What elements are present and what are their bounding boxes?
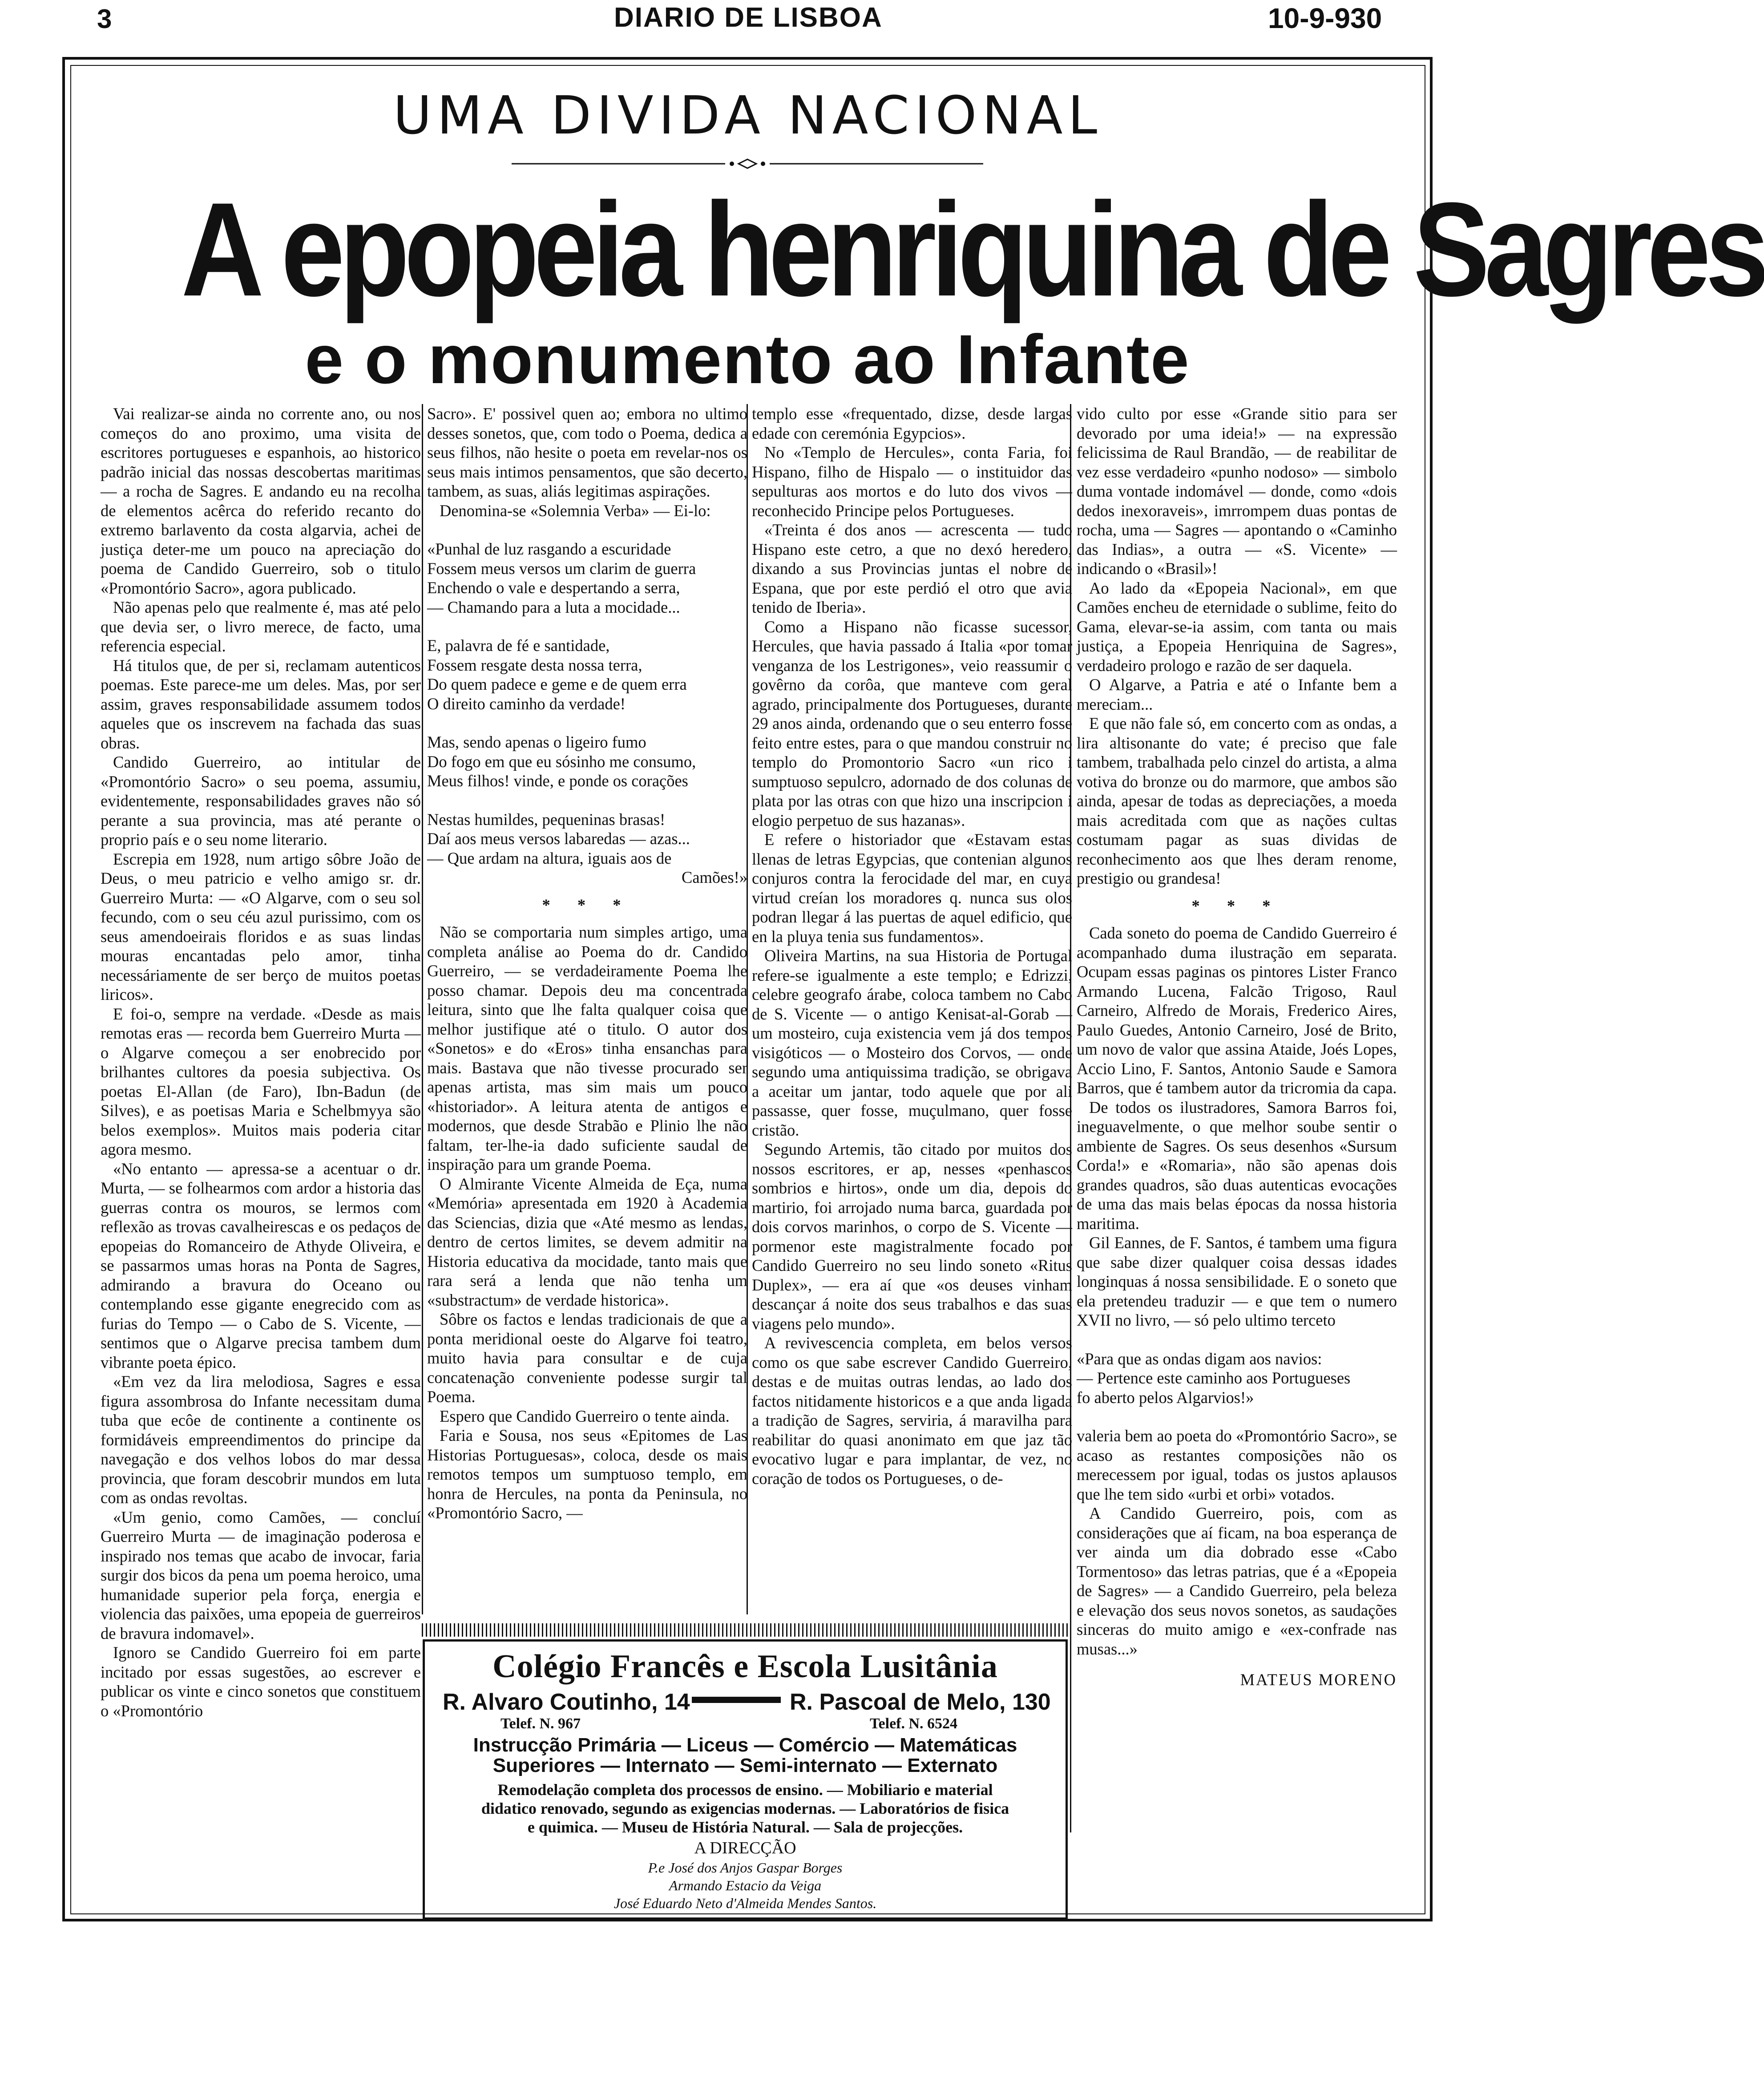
paragraph: Gil Eannes, de F. Santos, é tambem uma figura que sabe dizer qualquer coisa dessas idades longinquas á nossa sensibilidade. E o soneto que ela pretendeu traduzir — e que tem o numero XVII no livro, — só pelo ultimo terceto [1077,1234,1397,1329]
article-column-1 [101,404,421,1832]
poem-line: Daí aos meus versos labaredas — azas... [427,829,690,848]
paragraph: O Algarve, a Patria e até o Infante bem a mereciam... [1077,675,1397,713]
poem-line: fo aberto pelos Algarvios!» [1077,1388,1254,1407]
paragraph: Não apenas pelo que realmente é, mas até pelo que devia ser, o livro merece, de facto, uma referencia especial. [101,598,421,655]
ad-divider-bar [692,1697,781,1703]
advertisement-border-hatch [422,1623,1070,1637]
paragraph: Sôbre os factos e lendas tradicionais de que a ponta meridional oeste do Algarve foi teatro, muito havia para consultar e de cuja concatenação conveniente podesse surgir tal Poema. [427,1310,747,1406]
ad-title: Colégio Francês e Escola Lusitânia [492,1648,998,1685]
column-rule [422,404,423,1614]
poem-line: Fossem meus versos um clarim de guerra [427,559,696,578]
advertisement-box [423,1639,1068,1920]
ornament-divider-icon [503,158,992,169]
poem-line: Enchendo o vale e despertando a serra, [427,578,680,597]
paragraph: Segundo Artemis, tão citado por muitos dos nossos escritores, er ap, nesses «penhascos sombrios e hirtos», onde um dia, depois do martirio, foi arrojado numa barca, guardada por dois corvos marinhos, o corpo de S. Vicente — pormenor este magistralmente focado por Candido Guerreiro no seu lindo soneto «Ritus Duplex», — era aí que «os deuses vinham descançar á noite dos seus trabalhos e das suas viagens pelo mundo». [752,1140,1072,1333]
paragraph: «Em vez da lira melodiosa, Sagres e essa figura assombrosa do Infante necessitam duma tuba que ecôe de continente a continente os formidáveis empreendimentos do principe da navegação e dos velhos lobos do mar dessa provincia, que foram descobrir mundos em luta com as ondas revoltas. [101,1372,421,1507]
paragraph: Ignoro se Candido Guerreiro foi em parte incitado por essas sugestões, ao escrever e publicar os vinte e cinco sonetos que constituem o «Promontório [101,1643,421,1720]
ad-director-name: José Eduardo Neto d'Almeida Mendes Santos. [614,1895,877,1911]
paragraph: Oliveira Martins, na sua Historia de Portugal refere-se igualmente a este templo; e Edrizzi, celebre geografo árabe, coloca tambem no Cabo de S. Vicente — o antigo Kenisat-al-Gorab — um mosteiro, cuja existencia vem já dos tempos visigóticos — o Mosteiro dos Corvos, — onde segundo uma antiquissima tradição, se obrigava a aceitar um jantar, todo aquele que por ali passasse, quer fosse, muçulmano, quer fosse cristão. [752,946,1072,1139]
poem-line: Fossem resgate desta nossa terra, [427,655,642,674]
masthead [0,0,1502,40]
section-break: * * * [1191,896,1282,915]
paragraph: Não se comportaria num simples artigo, uma completa análise ao Poema do dr. Candido Guerreiro, — se verdadeiramente Poema lhe posso chamar. Depois deu ma concentrada leitura, sinto que lhe falta qualquer coisa que melhor justifique até o titulo. O autor dos «Sonetos» e do «Eros» tinha ensanchas para mais. Bastava que não tivesse procurado ser apenas artista, mas sim mais um pouco «historiador». A leitura atenta de antigos e modernos, que desde Strabão e Plinio lhe não faltam, ter-lhe-ia dado suficiente saudal de inspiração para um grande Poema. [427,923,747,1173]
ad-description-line-2: didatico renovado, segundo as exigencias modernas. — Laboratórios de fisica [481,1800,1009,1817]
ad-direction-label: A DIRECÇÃO [694,1839,796,1857]
paragraph: Faria e Sousa, nos seus «Epitomes de Las Historias Portuguesas», coloca, desde os mais remotos tempos um sumptuoso templo, em honra de Hercules, na ponta da Peninsula, no «Promontório Sacro, — [427,1426,747,1522]
paragraph: vido culto por esse «Grande sitio para ser devorado por uma ideia!» — na expressão felicissima de Raul Brandão, — de reabilitar de vez esse verdadeiro «punho nodoso» — simbolo duma vontade indomável — donde, como «dois dedos inexoraveis», imrrompem duas pontas de rocha, uma — Sagres — apontando o «Caminho das Indias», a outra — «S. Vicente» — indicando o «Brasil»! [1077,404,1397,578]
poem-line: «Punhal de luz rasgando a escuridade [427,540,671,558]
paragraph: O Almirante Vicente Almeida de Eça, numa «Memória» apresentada em 1920 à Academia das Sciencias, dizia que «Até mesmo as lendas, dentro de certos limites, se devem admitir na Historia educativa da mocidade, tanto mais que rara será a lenda que não tenha um «substractum» de verdade historica». [427,1174,747,1309]
paragraph: Denomina-se «Solemnia Verba» — Ei-lo: [440,501,711,520]
ad-phone-right: Telef. N. 6524 [870,1715,958,1732]
paragraph: Escrepia em 1928, num artigo sôbre João de Deus, o meu patricio e velho amigo sr. dr. Guerreiro Murta: — «O Algarve, com o seu sol fecundo, com o seu céu azul purissimo, com os seus amendoeirais floridos e as suas lindas mouras encantadas pelo amor, tinha necessáriamente de ser berço de muitos poetas liricos». [101,849,421,1003]
ad-description-line-3: e quimica. — Museu de História Natural. — Sala de projecções. [527,1818,963,1836]
paragraph: templo esse «frequentado, dizse, desde largas edade con ceremónia Egypcios». [752,404,1072,442]
paragraph: Espero que Candido Guerreiro o tente ainda. [440,1407,730,1425]
section-break: * * * [542,895,633,914]
paragraph: No «Templo de Hercules», conta Faria, foi Hispano, filho de Hispalo — o instituidor das sepulturas aos mortos e do luto dos vivos — reconhecido Principe pelos Portugueses. [752,443,1072,520]
poem-line: Camões!» [682,868,747,886]
ad-courses-line-1: Instrucção Primária — Liceus — Comércio — Matemáticas [473,1734,1017,1756]
paragraph: Há titulos que, de per si, reclamam autenticos poemas. Este parece-me um deles. Mas, por ser assim, graves responsabilidade assumem todos aqueles que os inscrevem na fachada das suas obras. [101,656,421,752]
poem-line: O direito caminho da verdade! [427,694,626,713]
paragraph: A revivescencia completa, em belos versos como os que sabe escrever Candido Guerreiro, destas e de muitas outras lendas, ao lado dos factos nitidamente historicos e a que anda ligada a tradição de Sagres, serviria, á maravilha para reabilitar do quasi anonimato em que jaz tão evocativo lugar e para implantar, de vez, no coração de todos os Portugueses, o de- [752,1334,1072,1488]
article-column-4 [1077,404,1397,1832]
paragraph: «Treinta é dos anos — acrescenta — tudo Hispano este cetro, a que no dexó heredero, dixando a sus Provincias juntas el nobre de Espana, que por este perdió el otro que avia tenido de Iberia». [752,521,1072,616]
poem-line: Meus filhos! vinde, e ponde os corações [427,772,688,790]
poem-line: Do fogo em que eu sósinho me consumo, [427,752,696,771]
paragraph: Candido Guerreiro, ao intitular de «Promontório Sacro» o seu poema, assumiu, evidentemente, responsabilidades graves não só perante a sua provincia, mas até perante o proprio país e o seu nome literario. [101,753,421,849]
poem-line: — Chamando para a luta a mocidade... [427,598,680,616]
poem-line: E, palavra de fé e santidade, [427,636,610,655]
paragraph: A Candido Guerreiro, pois, com as considerações que aí ficam, na boa esperança de ver ainda um dia dobrado esse «Cabo Tormentoso» das letras patrias, que é a «Epopeia de Sagres» — a Candido Guerreiro, pela beleza e elevação dos seus novos sonetos, as saudações sinceras do muito amigo e «ex-confrade nas musas...» [1077,1504,1397,1658]
paragraph: «No entanto — apressa-se a acentuar o dr. Murta, — se folhearmos com ardor a historia das guerras contra os mouros, se lermos com reflexão as trovas cavalheirescas e os pedaços de epopeias do Romanceiro de Athyde Oliveira, e se passarmos umas horas na Ponta de Sagres, admirando a bravura do Oceano ou contemplando esse gigante enegrecido com as furias do Tempo — o Cabo de S. Vicente, — sentimos que o Algarve precisa tambem dum vibrante poeta épico. [101,1159,421,1371]
ad-courses-line-2: Superiores — Internato — Semi-internato — Externato [492,1755,998,1776]
paragraph: Como a Hispano não ficasse sucessor, Hercules, que havia passado á Italia «por tomar venganza de los Lestrigones», veio reassumir o govêrno da corôa, que manteve com geral agrado, principalmente dos Portugueses, durante 29 anos ainda, ordenando que o seu enterro fosse feito entre estes, para o que mandou construir no templo do Promontorio Sacro «un rico i sumptuoso sepulcro, adornado de dos colunas de plata por las otras con que hizo una inscripcion i elogio perpetuo de sus hazanas». [752,617,1072,829]
paragraph: valeria bem ao poeta do «Promontório Sacro», se acaso as restantes composições não os merecessem por igual, todas os justos aplausos que lhe tem sido «urbi et orbi» votados. [1077,1427,1397,1503]
paragraph: De todos os ilustradores, Samora Barros foi, ineguavelmente, o que melhor soube sentir o ambiente de Sagres. Os seus desenhos «Sursum Corda!» e «Romaria», não são apenas dois grandes quadros, são duas autenticas evocações de uma das mais belas épocas da nossa historia maritima. [1077,1098,1397,1233]
paragraph: E que não fale só, em concerto com as ondas, a lira altisonante do vate; é preciso que fale tambem, trabalhada pelo cinzel do artista, a alma votiva do bronze ou do marmore, que ambos são ainda, apesar de todas as depreciações, a moeda mais acreditada com que as nações cultas costumam pagar as suas dividas de reconhecimento aos que lhes deram renome, prestigio ou grandesa! [1077,714,1397,887]
paragraph: «Um genio, como Camões, — concluí Guerreiro Murta — de imaginação poderosa e inspirado nos temas que acabo de invocar, faria surgir dos bicos da pena um poema heroico, uma humanidade superior pela força, energia e violencia das paixões, uma epopeia de guerreiros de bravura indomavel». [101,1508,421,1642]
author-signature: MATEUS MORENO [1240,1670,1397,1689]
poem-line: Nestas humildes, pequeninas brasas! [427,810,666,829]
poem-line: — Que ardam na altura, iguais aos de [427,849,672,867]
paragraph: Cada soneto do poema de Candido Guerreiro é acompanhado duma ilustração em separata. Ocupam essas paginas os pintores Lister Franco Armando Lucena, Falcão Trigoso, Raul Carneiro, Alfredo de Morais, Frederico Aires, Paulo Guedes, Antonio Carneiro, José de Brito, um novo de valor que assina Ataide, Joés Lopes, Accio Lino, F. Santos, Antonio Saude e Samora Barros, que é tambem autor da tricromia da capa. [1077,924,1397,1097]
ad-description-line-1: Remodelação completa dos processos de ensino. — Mobiliario e material [497,1781,993,1799]
poem-line: «Para que as ondas digam aos navios: [1077,1349,1322,1368]
article-kicker: UMA DIVIDA NACIONAL [393,85,1103,146]
newspaper-name: DIARIO DE LISBOA [614,2,883,33]
page-number: 3 [97,4,112,34]
issue-date: 10-9-930 [1268,2,1382,34]
ad-address-left: R. Alvaro Coutinho, 14 [443,1689,690,1715]
article-column-2 [427,404,747,1614]
paragraph: Ao lado da «Epopeia Nacional», em que Camões encheu de eternidade o sublime, feito do Gama, elevar-se-ia assim, com tanta ou mais justiça, a Epopeia Henriquina de Sagres», verdadeiro prologo e razão de ser daquela. [1077,578,1397,675]
ad-address-right: R. Pascoal de Melo, 130 [790,1689,1051,1715]
ad-phone-left: Telef. N. 967 [501,1715,581,1732]
paragraph: Vai realizar-se ainda no corrente ano, ou nos começos do ano proximo, uma visita de escritores portugueses e espanhois, ao historico padrão inicial das nossas descobertas maritimas — a rocha de Sagres. E andando eu na recolha de elementos acêrca do referido recanto do extremo barlavento da costa algarvia, achei de justiça deter-me um pouco na apreciação do poema de Candido Guerreiro, sob o titulo «Promontório Sacro», agora publicado. [101,404,421,597]
article-subheadline: e o monumento ao Infante [305,321,1190,398]
paragraph: E refere o historiador que «Estavam estas llenas de letras Egypcias, que contenian algunos conjuros contra la ferocidade del mar, en cuya virtud creían los moradores q. nunca sus olos podran llegar á las puertas de aquel edificio, que en la pluya tenia sus fundamentos». [752,830,1072,946]
paragraph: Sacro». E' possivel quen ao; embora no ultimo desses sonetos, que, com todo o Poema, dedica a seus filhos, não hesite o poeta em revelar-nos os seus mais intimos pensamentos, que são decerto, tambem, as suas, aliás legitimas aspirações. [427,404,747,500]
poem-line: Mas, sendo apenas o ligeiro fumo [427,733,646,751]
article-column-3 [752,404,1072,1614]
poem-line: — Pertence este caminho aos Portugueses [1077,1369,1351,1387]
article-headline: A epopeia henriquina de Sagres [181,174,1764,324]
ad-director-name: P.e José dos Anjos Gaspar Borges [648,1860,843,1876]
poem-line: Do quem padece e geme e de quem erra [427,675,687,693]
ad-director-name: Armando Estacio da Veiga [669,1877,822,1893]
paragraph: E foi-o, sempre na verdade. «Desde as mais remotas eras — recorda bem Guerreiro Murta — o Algarve começou a ser enobrecido por brilhantes cultores da poesia subjectiva. Os poetas El-Allan (de Faro), Ibn-Badun (de Silves), e as poetisas Maria e Schelbmyya são belos exemplos». Muitos mais poderia citar agora mesmo. [101,1004,421,1158]
